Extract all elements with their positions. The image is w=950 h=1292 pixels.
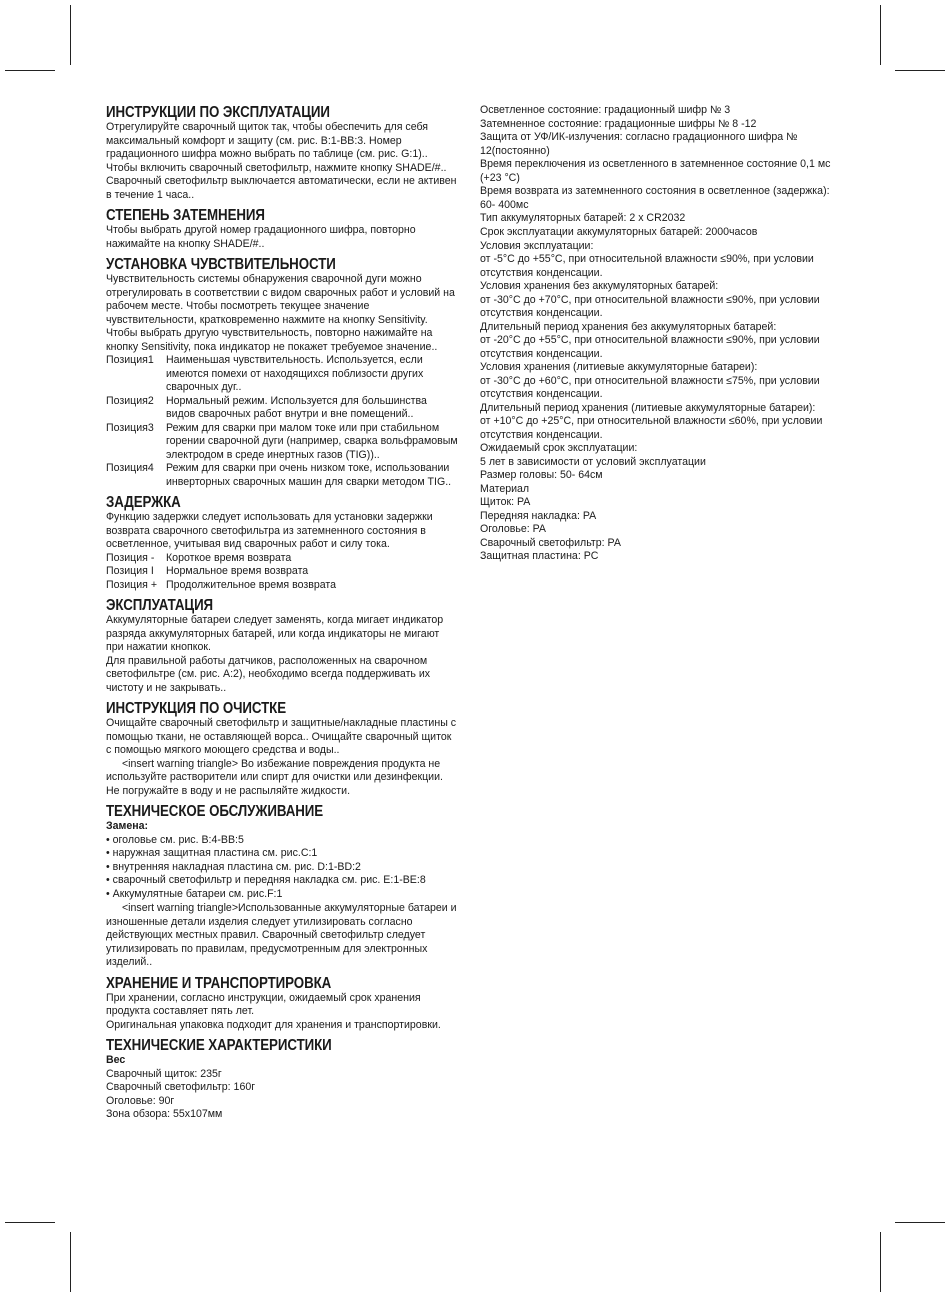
warning-paragraph: <insert warning triangle>Использованные аккумуляторные батареи и изношенные детали изделия следует утилизировать согласно действующих местных правил. Сварочный светофильтр следует утилизировать по правилам, предусмотренным для электронных изделий.. bbox=[106, 902, 457, 968]
spec-line: Зона обзора: 55x107мм bbox=[106, 1108, 223, 1120]
section-maintenance bbox=[106, 803, 458, 970]
spec-line: Затемненное состояние: градационные шифры № 8 -12 bbox=[480, 117, 757, 130]
section-cleaning bbox=[106, 700, 458, 798]
spec-line: Сварочный светофильтр: PA bbox=[480, 536, 621, 549]
position-label: Позиция I bbox=[106, 565, 154, 577]
section-usage bbox=[106, 597, 458, 695]
position-text: Режим для сварки при малом токе или при стабильном горении сварочной дуги (например, сварка вольфрамовым электродом в среде инертных газов (TIG)).. bbox=[166, 421, 458, 461]
position-row bbox=[106, 422, 458, 463]
section-title: УСТАНОВКА ЧУВСТВИТЕЛЬНОСТИ bbox=[106, 256, 336, 273]
section-storage bbox=[106, 975, 458, 1033]
spec-line: от -30°C до +60°C, при относительной влажности ≤75%, при условии отсутствия конденсации. bbox=[480, 374, 820, 400]
paragraph: Чтобы выбрать другой номер градационного шифра, повторно нажимайте на кнопку SHADE/#.. bbox=[106, 224, 416, 250]
paragraph: Функцию задержки следует использовать для установки задержки возврата сварочного светофильтра из затемненного состояния в осветленное, учитывая вид сварочных работ и силу тока. bbox=[106, 511, 433, 550]
spec-line: Оголовье: PA bbox=[480, 523, 546, 535]
spec-line: Сварочный щиток: 235г bbox=[106, 1067, 222, 1080]
position-text: Короткое время возврата bbox=[166, 551, 292, 564]
position-text: Нормальный режим. Используется для большинства видов сварочных работ внутри и вне помещений.. bbox=[166, 394, 427, 420]
spec-line: от -20°C до +55°C, при относительной влажности ≤90%, при условии отсутствия конденсации. bbox=[480, 334, 820, 360]
spec-line: Оголовье: 90г bbox=[106, 1094, 175, 1107]
spec-line: Защита от УФ/ИК-излучения: согласно градационного шифра № 12(постоянно) bbox=[480, 131, 798, 157]
list-item: • сварочный светофильтр и передняя накладка см. рис. E:1-BE:8 bbox=[106, 874, 426, 886]
section-title: ЗАДЕРЖКА bbox=[106, 494, 181, 511]
spec-line: Срок эксплуатации аккумуляторных батарей: 2000часов bbox=[480, 225, 758, 238]
spec-line: Щиток: PA bbox=[480, 496, 531, 508]
section-title: СТЕПЕНЬ ЗАТЕМНЕНИЯ bbox=[106, 207, 265, 224]
spec-line: Передняя накладка: PA bbox=[480, 509, 597, 522]
paragraph: Аккумуляторные батареи следует заменять, когда мигает индикатор разряда аккумуляторных батарей, или когда индикаторы не мигают при нажатии кнопкок. bbox=[106, 614, 444, 653]
crop-mark-top-left-vertical bbox=[70, 5, 71, 65]
spec-line: Время переключения из осветленного в затемненное состояние 0,1 мс (+23 °C) bbox=[480, 158, 831, 184]
list-item: • внутренняя накладная пластина см. рис. D:1-BD:2 bbox=[106, 860, 361, 873]
position-label: Позиция1 bbox=[106, 354, 154, 366]
list-item: • Аккумулятные батареи см. рис.F:1 bbox=[106, 887, 283, 900]
right-column bbox=[480, 104, 832, 564]
replacement-list bbox=[106, 834, 458, 902]
spec-line: Длительный период хранения (литиевые аккумуляторные батареи): bbox=[480, 401, 816, 414]
position-text: Режим для сварки при очень низком токе, использовании инверторных сварочных машин для сварки методом TIG.. bbox=[166, 462, 452, 488]
section-shade bbox=[106, 207, 458, 251]
section-operation bbox=[106, 104, 458, 202]
subsection-title: Замена: bbox=[106, 820, 149, 832]
position-text: Наименьшая чувствительность. Используется, если имеются помехи от находящихся поблизости других сварочных дуг.. bbox=[166, 354, 424, 393]
crop-mark-bottom-left-horizontal bbox=[5, 1222, 55, 1223]
paragraph: Отрегулируйте сварочный щиток так, чтобы обеспечить для себя максимальный комфорт и защиту (см. рис. B:1-BB:3. Номер градационного шифра можно выбрать по таблице (см. рис. G:1).. Чтобы включить сварочный светофильтр, нажмите кнопку SHADE/#.. bbox=[106, 121, 447, 174]
position-label: Позиция3 bbox=[106, 421, 154, 434]
crop-mark-bottom-right-vertical bbox=[880, 1232, 881, 1292]
spec-line: Длительный период хранения без аккумуляторных батарей: bbox=[480, 320, 777, 333]
spec-line: Размер головы: 50- 64см bbox=[480, 469, 603, 481]
crop-mark-top-right-vertical bbox=[880, 5, 881, 65]
section-sensitivity bbox=[106, 256, 458, 489]
spec-line: Условия эксплуатации: bbox=[480, 239, 594, 252]
list-item: • наружная защитная пластина см. рис.C:1 bbox=[106, 847, 318, 859]
position-row bbox=[106, 552, 458, 566]
section-title: ТЕХНИЧЕСКИЕ ХАРАКТЕРИСТИКИ bbox=[106, 1037, 332, 1054]
subsection-title: Вес bbox=[106, 1054, 126, 1066]
paragraph: Чувствительность системы обнаружения сварочной дуги можно отрегулировать в соответствии с видом сварочных работ и условий на рабочем месте. Чтобы посмотреть текущее значение чувствительности, кратковременно нажмите на кнопку Sensitivity. Чтобы выбрать другую чувствительность, повторно нажимайте на кнопку Sensitivity, пока индикатор не покажет требуемое значение.. bbox=[106, 273, 455, 353]
spec-line: 5 лет в зависимости от условий эксплуатации bbox=[480, 455, 706, 468]
section-title: ЭКСПЛУАТАЦИЯ bbox=[106, 597, 214, 614]
spec-line: Условия хранения без аккумуляторных батарей: bbox=[480, 280, 719, 292]
section-title: ИНСТРУКЦИЯ ПО ОЧИСТКЕ bbox=[106, 700, 287, 717]
spec-line: от -30°C до +70°C, при относительной влажности ≤90%, при условии отсутствия конденсации. bbox=[480, 293, 820, 319]
paragraph: Оригинальная упаковка подходит для хранения и транспортировки. bbox=[106, 1018, 441, 1031]
spec-line: Тип аккумуляторных батарей: 2 x CR2032 bbox=[480, 212, 686, 224]
crop-mark-top-right-horizontal bbox=[895, 70, 945, 71]
list-item: • оголовье см. рис. B:4-BB:5 bbox=[106, 833, 244, 846]
left-column bbox=[106, 104, 458, 1127]
section-title: ХРАНЕНИЕ И ТРАНСПОРТИРОВКА bbox=[106, 974, 332, 992]
spec-line: Защитная пластина: PC bbox=[480, 550, 599, 562]
position-text: Продолжительное время возврата bbox=[166, 578, 337, 591]
position-row bbox=[106, 462, 458, 489]
crop-mark-bottom-left-vertical bbox=[70, 1232, 71, 1292]
spec-line: Ожидаемый срок эксплуатации: bbox=[480, 442, 638, 454]
spec-line: от -5°C до +55°C, при относительной влажности ≤90%, при условии отсутствия конденсации. bbox=[480, 253, 814, 279]
crop-mark-top-left-horizontal bbox=[5, 70, 55, 71]
paragraph: Сварочный светофильтр выключается автоматически, если не активен в течение 1 часа.. bbox=[106, 175, 457, 201]
position-label: Позиция2 bbox=[106, 394, 154, 407]
paragraph: Для правильной работы датчиков, расположенных на сварочном светофильтре (см. рис. A:2), необходимо всегда поддерживать их чистоту и не закрывать.. bbox=[106, 654, 431, 694]
position-label: Позиция4 bbox=[106, 462, 154, 474]
spec-line: Сварочный светофильтр: 160г bbox=[106, 1081, 256, 1093]
spec-line: Время возврата из затемненного состояния в осветленное (задержка): 60- 400мс bbox=[480, 185, 830, 211]
paragraph: Очищайте сварочный светофильтр и защитные/накладные пластины с помощью ткани, не оставляющей ворса.. Очищайте сварочный щиток с помощью мягкого моющего средства и воды.. bbox=[106, 717, 457, 756]
position-row bbox=[106, 354, 458, 395]
spec-line: Условия хранения (литиевые аккумуляторные батареи): bbox=[480, 361, 758, 373]
position-label: Позиция + bbox=[106, 578, 158, 591]
warning-paragraph: <insert warning triangle> Во избежание повреждения продукта не используйте растворители или спирт для очистки или дезинфекции. Не погружайте в воду и не распыляйте жидкости. bbox=[106, 757, 443, 797]
paragraph: При хранении, согласно инструкции, ожидаемый срок хранения продукта составляет пять лет. bbox=[106, 991, 421, 1017]
position-text: Нормальное время возврата bbox=[166, 565, 309, 577]
spec-line: Материал bbox=[480, 482, 530, 495]
spec-line: Осветленное состояние: градационный шифр № 3 bbox=[480, 104, 731, 116]
section-title: ТЕХНИЧЕСКОЕ ОБСЛУЖИВАНИЕ bbox=[106, 803, 324, 820]
position-row bbox=[106, 395, 458, 422]
spec-line: от +10°C до +25°C, при относительной влажности ≤60%, при условии отсутствия конденсации. bbox=[480, 415, 823, 441]
crop-mark-bottom-right-horizontal bbox=[895, 1222, 945, 1223]
position-label: Позиция - bbox=[106, 551, 155, 564]
section-title: ИНСТРУКЦИИ ПО ЭКСПЛУАТАЦИИ bbox=[106, 104, 330, 121]
position-row bbox=[106, 579, 458, 593]
section-specs bbox=[106, 1037, 458, 1122]
position-row bbox=[106, 565, 458, 579]
section-delay bbox=[106, 494, 458, 592]
